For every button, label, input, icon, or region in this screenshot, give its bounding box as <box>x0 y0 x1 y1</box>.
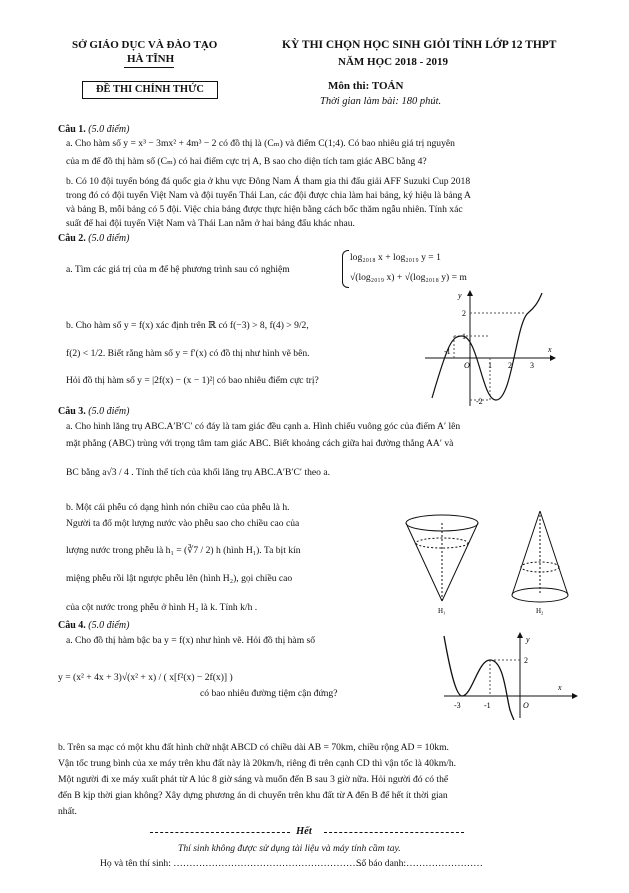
q1a-line1: a. Cho hàm số y = x³ − 3mx² + 4m³ − 2 có đồ thị là (Cₘ) và điểm C(1;4). Có bao nhiêu giá trị nguyên <box>66 138 455 149</box>
q3b-line3: lượng nước trong phễu là h₁ = (∛7 / 2) h (hình H₁). Ta bịt kín <box>66 545 301 556</box>
graph-label-y: y <box>458 291 462 300</box>
candidate-id-line: Số báo danh:…………………… <box>356 858 483 869</box>
subject-line <box>328 80 403 92</box>
q2b-line1: b. Cho hàm số y = f(x) xác định trên ℝ có f(−3) > 8, f(4) > 9/2, <box>66 320 309 331</box>
q2a-equation2: √(log₂₀₁₉ x) + √(log₂₀₁₈ y) = m <box>350 272 467 283</box>
q1b-line4: suất để hai đội tuyển Việt Nam và Thái Lan nằm ở hai bảng đấu khác nhau. <box>66 218 355 229</box>
cubic-label-xm3: -3 <box>454 701 461 710</box>
q1-heading <box>58 124 129 135</box>
q3-title: Câu 3. <box>58 406 86 417</box>
cubic-graph <box>440 630 580 720</box>
h1-left-edge <box>406 523 442 601</box>
h1-right-edge <box>442 523 478 601</box>
footer-rule-left <box>150 832 290 833</box>
graph-label-x3: 3 <box>530 361 534 370</box>
q1b-line2: trong đó có đội tuyển Việt Nam và đội tuyển Thái Lan, các đội được chia làm hai bảng, ký hiệu là bảng A <box>66 190 471 201</box>
q2b-line2: f(2) < 1/2. Biết rằng hàm số y = f′(x) có đồ thị như hình vẽ bên. <box>66 348 310 359</box>
q2-title: Câu 2. <box>58 233 86 244</box>
graph-label-1: 1 <box>462 332 466 341</box>
q2a-equation1: log₂₀₁₈ x + log₂₀₁₉ y = 1 <box>350 252 441 263</box>
province-name: HÀ TĨNH <box>127 53 175 65</box>
q3b-line4: miệng phễu rồi lật ngược phễu lên (hình H₂), gọi chiều cao <box>66 573 293 584</box>
q1b-line3: và bảng B, mỗi bảng có 5 đội. Việc chia bảng được thực hiện bằng cách bốc thăm ngẫu nhiên. Tính xác <box>66 204 463 215</box>
subject-label: Môn thi: <box>328 80 370 92</box>
q4b-line3: Một người đi xe máy xuất phát từ A lúc 8 giờ sáng và muốn đến B sau 3 giờ nữa. Hỏi người đó có thể <box>58 774 449 785</box>
h1-label: H₁ <box>438 607 446 615</box>
q1-title: Câu 1. <box>58 124 86 135</box>
graph-label-ym2: -2 <box>476 397 483 406</box>
q4a-line2: có bao nhiêu đường tiệm cận đứng? <box>200 688 338 699</box>
q3b-line2: Người ta đổ một lượng nước vào phễu sao cho chiều cao của <box>66 518 300 529</box>
q4-points: (5.0 điểm) <box>88 620 130 631</box>
system-brace <box>342 250 349 288</box>
official-exam-box: ĐỀ THI CHÍNH THỨC <box>82 81 218 99</box>
graph-label-origin: O <box>464 361 470 370</box>
q4a-line1: a. Cho đồ thị hàm bậc ba y = f(x) như hình vẽ. Hỏi đồ thị hàm số <box>66 635 316 646</box>
q3-points: (5.0 điểm) <box>88 406 130 417</box>
q3-heading <box>58 406 129 417</box>
q4b-line4: đến B kịp thời gian không? Xây dựng phương án di chuyển trên khu đất từ A đến B để hết ít thời gian <box>58 790 448 801</box>
q4-title: Câu 4. <box>58 620 86 631</box>
graph-label-x: x <box>548 345 552 354</box>
subject-name: TOÁN <box>371 80 404 92</box>
cubic-label-xm1: -1 <box>484 701 491 710</box>
h2-label: H₂ <box>536 607 544 615</box>
header-rule <box>124 67 174 68</box>
q4b-line5: nhất. <box>58 806 77 817</box>
candidate-name-line: Họ và tên thí sinh: …………………………………………………… <box>100 858 366 869</box>
graph-label-2: 2 <box>462 309 466 318</box>
graph-label-x2: 2 <box>508 361 512 370</box>
q1a-line2: của m để đồ thị hàm số (Cₘ) có hai điểm cực trị A, B sao cho diện tích tam giác ABC bằng 4? <box>66 156 427 167</box>
department-name: SỞ GIÁO DỤC VÀ ĐÀO TẠO <box>72 39 218 51</box>
footer-note: Thí sinh không được sử dụng tài liệu và máy tính cầm tay. <box>178 843 401 854</box>
cubic-label-2: 2 <box>524 656 528 665</box>
y-axis-arrow-icon <box>467 290 473 296</box>
q1-points: (5.0 điểm) <box>88 124 130 135</box>
graph-label-xm1: -1 <box>444 347 451 356</box>
q4b-line1: b. Trên sa mạc có một khu đất hình chữ nhật ABCD có chiều dài AB = 70km, chiều rộng AD = 10km. <box>58 742 449 753</box>
h2-left-edge <box>512 511 540 595</box>
q3b-line1: b. Một cái phễu có dạng hình nón chiều cao của phễu là h. <box>66 502 290 513</box>
cubic-x-arrow-icon <box>572 693 578 699</box>
graph-label-x1: 1 <box>488 361 492 370</box>
q4b-line2: Vận tốc trung bình của xe máy trên khu đất này là 20km/h, riêng đi trên cạnh CD thì vận tốc là 40km/h. <box>58 758 457 769</box>
cubic-label-x: x <box>558 683 562 692</box>
q2a-text: a. Tìm các giá trị của m để hệ phương trình sau có nghiệm <box>66 264 290 275</box>
q3a-line3: BC bằng a√3 / 4 . Tính thể tích của khối lăng trụ ABC.A′B′C′ theo a. <box>66 467 330 478</box>
end-marker: Hết <box>296 826 312 837</box>
q4a-formula: y = (x² + 4x + 3)√(x² + x) / ( x[f²(x) − 2f(x)] ) <box>58 672 233 683</box>
q1b-line1: b. Có 10 đội tuyển bóng đá quốc gia ở khu vực Đông Nam Á tham gia thi đấu giải AFF Suzuki Cup 2018 <box>66 176 471 187</box>
school-year: NĂM HỌC 2018 - 2019 <box>338 56 448 68</box>
x-axis-arrow-icon <box>550 355 556 361</box>
h2-right-edge <box>540 511 568 595</box>
q2b-line3: Hỏi đồ thị hàm số y = |2f(x) − (x − 1)²| có bao nhiêu điểm cực trị? <box>66 375 319 386</box>
derivative-graph <box>420 288 560 408</box>
exam-title: KỲ THI CHỌN HỌC SINH GIỎI TỈNH LỚP 12 THPT <box>282 39 557 51</box>
q4-heading <box>58 620 129 631</box>
cubic-label-origin: O <box>523 701 529 710</box>
q3a-line2: mặt phẳng (ABC) trùng với trọng tâm tam giác ABC. Biết khoảng cách giữa hai đường thẳng AA′ và <box>66 438 454 449</box>
cubic-label-y: y <box>526 635 530 644</box>
exam-duration: Thời gian làm bài: 180 phút. <box>320 96 442 107</box>
q3b-line5: của cột nước trong phễu ở hình H₂ là k. Tính k/h . <box>66 602 258 613</box>
q2-points: (5.0 điểm) <box>88 233 130 244</box>
footer-rule-right <box>324 832 464 833</box>
cubic-y-arrow-icon <box>517 632 523 638</box>
q2-heading <box>58 233 129 244</box>
q3a-line1: a. Cho hình lăng trụ ABC.A′B′C′ có đáy là tam giác đều cạnh a. Hình chiếu vuông góc của điểm A′ lên <box>66 421 461 432</box>
funnel-figures <box>400 505 590 615</box>
